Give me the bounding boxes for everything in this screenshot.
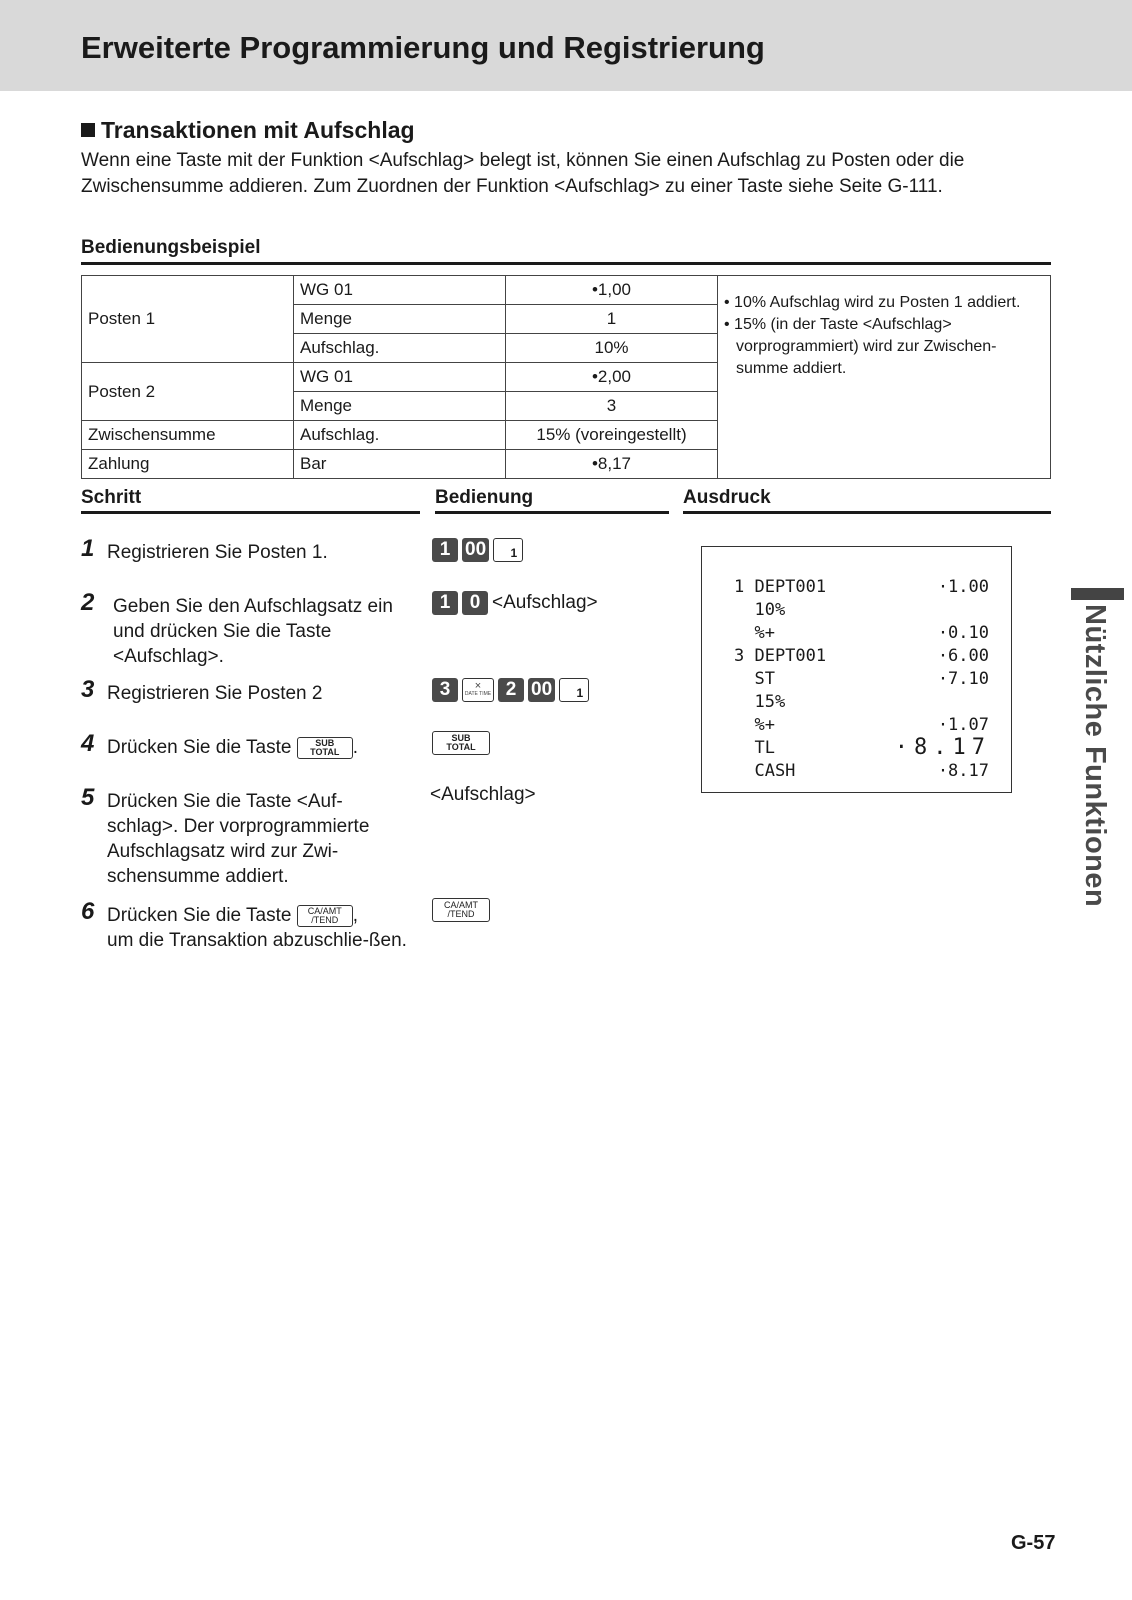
receipt-left: 1 DEPT001 — [734, 577, 827, 597]
receipt-right: ·8.17 — [937, 761, 989, 781]
receipt-left: TL — [734, 738, 775, 758]
receipt-left: %+ — [734, 715, 775, 735]
step-text — [107, 903, 407, 953]
ca-amt-key-top: CA/AMT — [307, 905, 342, 916]
ca-amt-key-top: CA/AMT — [443, 900, 478, 910]
aufschlag-key-label: <Aufschlag> — [430, 784, 536, 805]
table-cell-field: Aufschlag. — [294, 421, 506, 450]
table-cell-group: Zwischensumme — [82, 421, 294, 450]
table-cell-group: Posten 1 — [82, 276, 294, 363]
table-cell-group: Posten 2 — [82, 363, 294, 421]
table-cell-field: Bar — [294, 450, 506, 479]
receipt-right: ·7.10 — [937, 669, 989, 689]
receipt-left: 15% — [734, 692, 786, 712]
step-text: Registrieren Sie Posten 1. — [107, 542, 328, 563]
table-cell-value: 15% (voreingestellt) — [506, 421, 718, 450]
column-heading-printout: Ausdruck — [683, 487, 1051, 514]
step-number: 6 — [81, 898, 95, 925]
key-1: 1 — [432, 538, 458, 562]
table-row — [82, 276, 1051, 305]
key-2: 2 — [498, 678, 524, 702]
ca-amt-tend-key — [432, 898, 490, 922]
aufschlag-key-label: <Aufschlag> — [492, 592, 598, 613]
keys-step-6 — [432, 898, 490, 922]
step-text-part: Drücken Sie die Taste — [107, 737, 292, 758]
key-1: 1 — [432, 591, 458, 615]
subtotal-key — [432, 731, 490, 755]
step-number: 1 — [81, 535, 95, 562]
note-item: • 10% Aufschlag wird zu Posten 1 addiert. — [724, 292, 1044, 314]
page-number: G-57 — [1011, 1532, 1056, 1554]
receipt-right: ·1.00 — [937, 577, 989, 597]
subtotal-key-top: SUB — [315, 737, 335, 748]
step-text-suffix: , — [352, 905, 359, 926]
multiply-date-time-key — [462, 678, 494, 702]
receipt-right: ·6.00 — [937, 646, 989, 666]
ca-amt-key-bottom: /TEND — [447, 909, 475, 919]
receipt-right: ·0.10 — [937, 623, 989, 643]
receipt-left: 10% — [734, 600, 786, 620]
step-text: Registrieren Sie Posten 2 — [107, 683, 323, 704]
receipt-right: ·8.17 — [894, 735, 991, 760]
side-tab-marker — [1071, 588, 1124, 600]
step-text: Drücken Sie die Taste <Auf-schlag>. Der vorprogrammierte Aufschlagsatz wird zur Zwi-schensumme addiert. — [107, 791, 370, 887]
table-cell-group: Zahlung — [82, 450, 294, 479]
subtotal-key-top: SUB — [451, 733, 471, 743]
receipt-left: 3 DEPT001 — [734, 646, 827, 666]
table-cell-field: Menge — [294, 305, 506, 334]
section-title — [81, 117, 415, 144]
step-number: 3 — [81, 676, 95, 703]
receipt-left: ST — [734, 669, 775, 689]
table-notes — [718, 276, 1051, 479]
receipt-left: CASH — [734, 761, 796, 781]
receipt-line-total — [702, 735, 1011, 760]
step-text: Geben Sie den Aufschlagsatz ein und drücken Sie die Taste <Aufschlag>. — [113, 596, 393, 667]
column-heading-step: Schritt — [81, 487, 420, 514]
table-cell-value: •2,00 — [506, 363, 718, 392]
keys-step-1 — [432, 538, 523, 562]
receipt-line — [702, 600, 1011, 622]
table-cell-field: Aufschlag. — [294, 334, 506, 363]
key-00: 00 — [462, 538, 489, 562]
step-number: 4 — [81, 730, 95, 757]
receipt-line — [702, 715, 1011, 737]
table-cell-field: WG 01 — [294, 363, 506, 392]
step-text-part: Drücken Sie die Taste — [107, 905, 292, 926]
keys-step-3 — [432, 678, 589, 702]
keys-step-2 — [432, 591, 598, 615]
column-heading-operation: Bedienung — [435, 487, 669, 514]
example-heading: Bedienungsbeispiel — [81, 237, 1051, 265]
subtotal-key-bottom: TOTAL — [446, 742, 476, 752]
step-text — [107, 735, 437, 760]
note-item: • 15% (in der Taste <Aufschlag> vorprogrammiert) wird zur Zwischen-summe addiert. — [724, 314, 1044, 380]
table-cell-value: 3 — [506, 392, 718, 421]
key-3: 3 — [432, 678, 458, 702]
date-time-label: DATE TIME — [464, 691, 492, 697]
table-cell-value: •1,00 — [506, 276, 718, 305]
subtotal-key-bottom: TOTAL — [310, 746, 340, 757]
receipt-left: %+ — [734, 623, 775, 643]
section-title-text: Transaktionen mit Aufschlag — [101, 117, 415, 143]
subtotal-key-inline — [297, 737, 353, 759]
key-0: 0 — [462, 591, 488, 615]
table-cell-field: Menge — [294, 392, 506, 421]
multiply-icon: × — [474, 680, 482, 692]
example-table — [81, 275, 1051, 479]
ca-amt-key-bottom: /TEND — [311, 914, 339, 925]
receipt-line — [702, 669, 1011, 691]
receipt-printout — [701, 546, 1012, 793]
table-cell-value: 1 — [506, 305, 718, 334]
receipt-line — [702, 623, 1011, 645]
receipt-line — [702, 577, 1011, 599]
step-text-part: um die Transaktion abzuschlie-ßen. — [107, 930, 407, 951]
dept-key-1: 1 — [559, 678, 589, 702]
table-cell-value: •8,17 — [506, 450, 718, 479]
page-title: Erweiterte Programmierung und Registrierung — [81, 30, 765, 65]
receipt-line — [702, 692, 1011, 714]
step-number: 5 — [81, 784, 95, 811]
receipt-line — [702, 761, 1011, 783]
key-00: 00 — [528, 678, 555, 702]
receipt-right: ·1.07 — [937, 715, 989, 735]
ca-amt-tend-key-inline — [297, 905, 353, 927]
side-tab-label: Nützliche Funktionen — [1079, 604, 1111, 908]
table-cell-field: WG 01 — [294, 276, 506, 305]
dept-key-1: 1 — [493, 538, 523, 562]
keys-step-5 — [430, 784, 536, 806]
intro-paragraph: Wenn eine Taste mit der Funktion <Aufschlag> belegt ist, können Sie einen Aufschlag zu Posten oder die Zwischensumme addieren. Zum Zuordnen der Funktion <Aufschlag> zu einer Taste siehe Seite G-111. — [81, 150, 965, 197]
step-text-suffix: . — [352, 737, 359, 758]
keys-step-4 — [432, 731, 490, 755]
step-number: 2 — [81, 589, 95, 616]
table-cell-value: 10% — [506, 334, 718, 363]
receipt-line — [702, 646, 1011, 668]
square-bullet-icon — [81, 123, 95, 137]
